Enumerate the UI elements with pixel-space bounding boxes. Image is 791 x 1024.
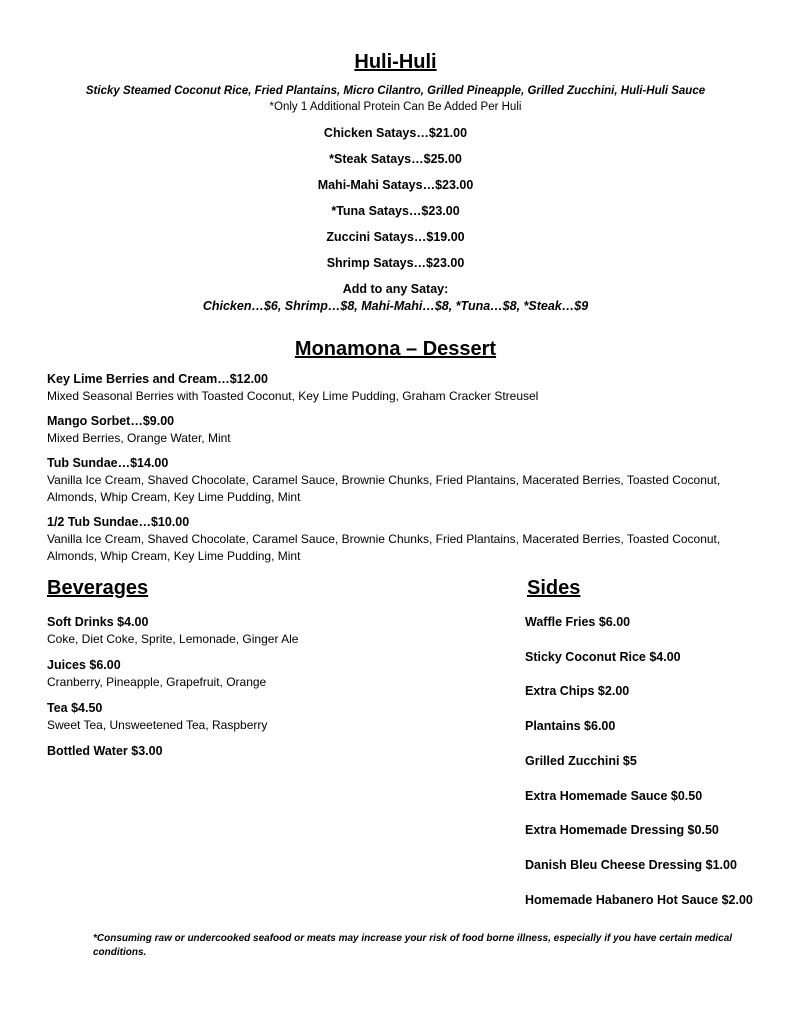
side-item: Extra Homemade Dressing $0.50 [525,823,719,837]
beverages-section-title: Beverages [47,577,149,599]
satay-item: *Tuna Satays…$23.00 [331,204,460,218]
side-item: Grilled Zucchini $5 [525,754,637,768]
satay-item: Mahi-Mahi Satays…$23.00 [317,178,474,192]
beverage-item [47,657,447,691]
dessert-item [47,514,767,565]
beverage-item-desc: Coke, Diet Coke, Sprite, Lemonade, Ginger Ale [47,632,299,646]
satay-item: Chicken Satays…$21.00 [323,126,468,140]
dessert-item [47,455,767,506]
dessert-item [47,371,767,405]
dessert-item [47,413,767,447]
huli-note: *Only 1 Additional Protein Can Be Added Per Huli [269,101,522,113]
huli-subtitle: Sticky Steamed Coconut Rice, Fried Plantains, Micro Cilantro, Grilled Pineapple, Grilled Zucchini, Huli-Huli Sauce [85,85,706,97]
beverage-item-name: Soft Drinks $4.00 [47,615,149,629]
satay-item: Zuccini Satays…$19.00 [326,230,465,244]
side-item: Danish Bleu Cheese Dressing $1.00 [525,858,737,872]
beverage-item-desc: Cranberry, Pineapple, Grapefruit, Orange [47,675,267,689]
side-item: Homemade Habanero Hot Sauce $2.00 [525,893,753,907]
side-item: Sticky Coconut Rice $4.00 [525,650,681,664]
beverage-item [47,743,447,760]
side-item: Extra Chips $2.00 [525,684,630,698]
satay-item: Shrimp Satays…$23.00 [326,256,465,270]
dessert-item-name: 1/2 Tub Sundae…$10.00 [47,515,190,529]
dessert-item-desc: Mixed Berries, Orange Water, Mint [47,431,231,445]
beverage-item-name: Tea $4.50 [47,701,103,715]
dessert-item-name: Tub Sundae…$14.00 [47,456,169,470]
dessert-item-desc: Mixed Seasonal Berries with Toasted Coconut, Key Lime Pudding, Graham Cracker Streusel [47,389,539,403]
dessert-item-desc: Vanilla Ice Cream, Shaved Chocolate, Caramel Sauce, Brownie Chunks, Fried Plantains, Macerated Berries, Toasted Coconut, Almonds, Whip Cream, Key Lime Pudding, Mint [47,532,721,563]
dessert-section-title: Monamona – Dessert [294,338,497,360]
huli-section-title: Huli-Huli [354,51,437,73]
side-item: Extra Homemade Sauce $0.50 [525,789,703,803]
beverage-item-name: Juices $6.00 [47,658,121,672]
dessert-item-name: Key Lime Berries and Cream…$12.00 [47,372,268,386]
dessert-item-name: Mango Sorbet…$9.00 [47,414,175,428]
beverage-item [47,700,447,734]
beverage-item-name: Bottled Water $3.00 [47,744,163,758]
side-item: Plantains $6.00 [525,719,616,733]
health-disclaimer: *Consuming raw or undercooked seafood or meats may increase your risk of food borne illness, especially if you have certain medical conditions. [93,933,733,958]
addon-items: Chicken…$6, Shrimp…$8, Mahi-Mahi…$8, *Tuna…$8, *Steak…$9 [202,299,589,313]
dessert-item-desc: Vanilla Ice Cream, Shaved Chocolate, Caramel Sauce, Brownie Chunks, Fried Plantains, Macerated Berries, Toasted Coconut, Almonds, Whip Cream, Key Lime Pudding, Mint [47,473,721,504]
beverage-item-desc: Sweet Tea, Unsweetened Tea, Raspberry [47,718,268,732]
beverage-item [47,614,447,648]
addon-label: Add to any Satay: [342,282,449,296]
side-item: Waffle Fries $6.00 [525,615,631,629]
satay-item: *Steak Satays…$25.00 [329,152,462,166]
sides-section-title: Sides [527,577,581,599]
